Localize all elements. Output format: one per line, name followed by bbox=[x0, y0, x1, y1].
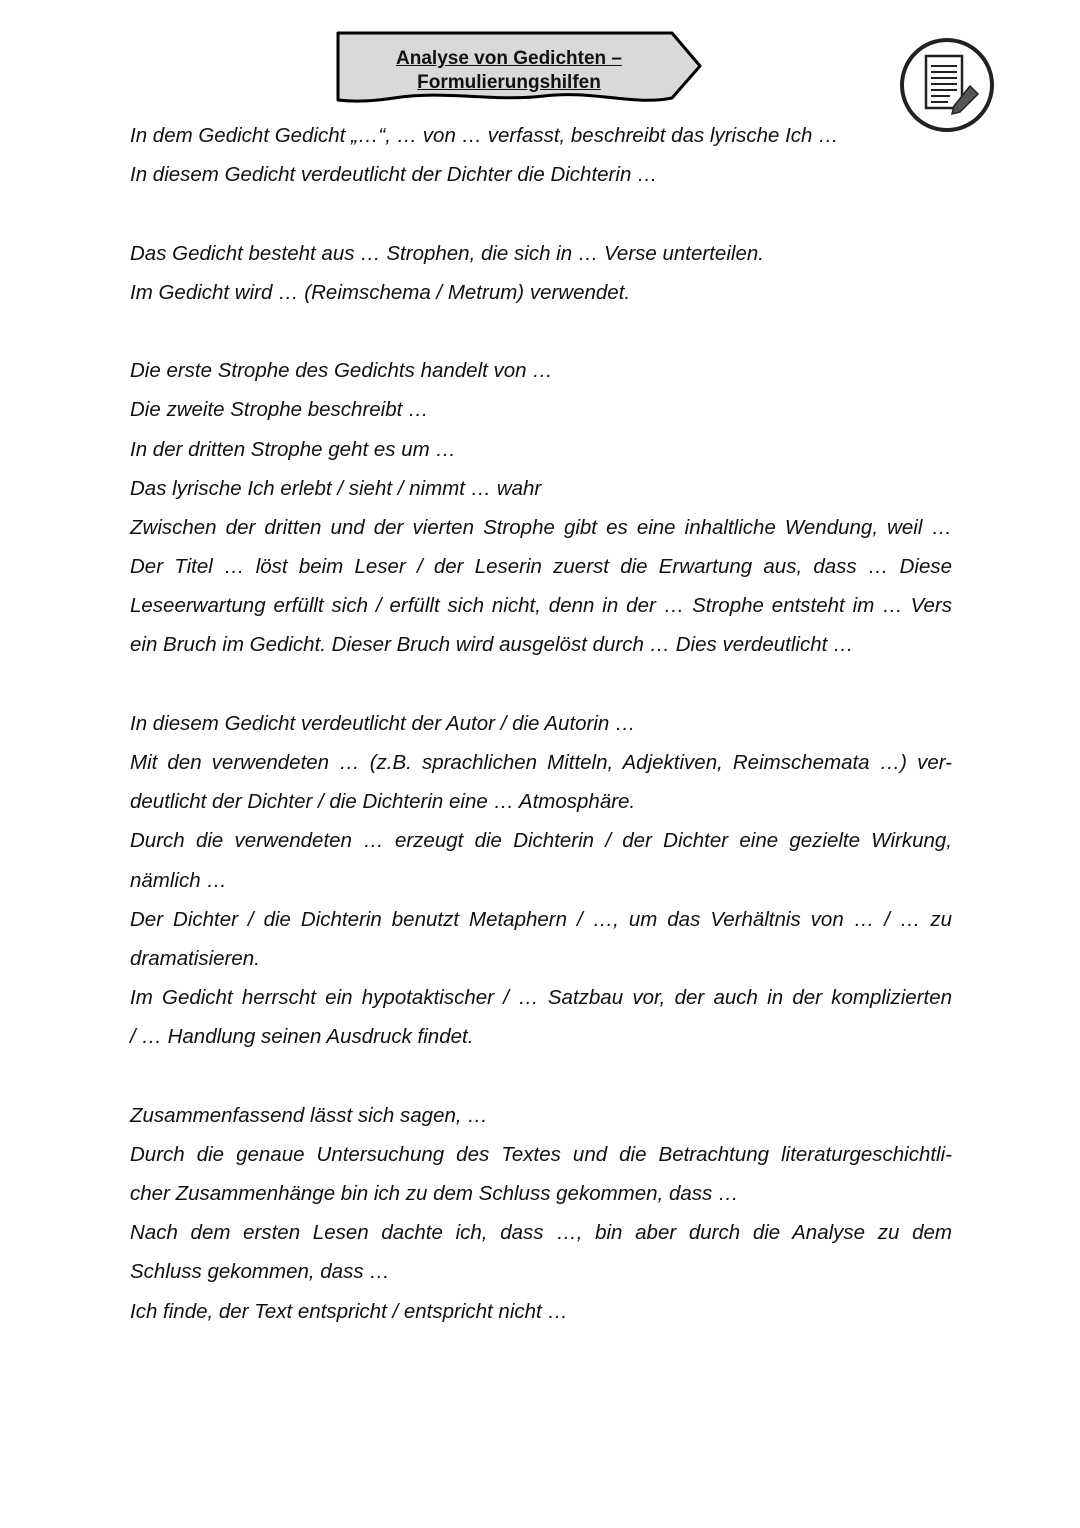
text-line: Durch die genaue Untersuchung des Textes und die Betrachtung literaturgeschichtli- bbox=[130, 1142, 952, 1166]
text-line: dramatisieren. bbox=[130, 946, 260, 970]
text-line: In dem Gedicht Gedicht „…“, … von … verfasst, beschreibt das lyrische Ich … bbox=[130, 124, 839, 147]
text-line: Mit den verwendeten … (z.B. sprachlichen Mitteln, Adjektiven, Reimschemata …) ver- bbox=[130, 751, 952, 774]
text-line: Die erste Strophe des Gedichts handelt von … bbox=[130, 359, 553, 383]
title-line-1: Analyse von Gedichten – bbox=[396, 48, 622, 69]
text-line: Der Dichter / die Dichterin benutzt Metaphern / …, um das Verhältnis von … / … zu bbox=[130, 907, 952, 931]
text-line: Der Titel … löst beim Leser / der Leserin zuerst die Erwartung aus, dass … Diese bbox=[130, 555, 952, 579]
text-line: Durch die verwendeten … erzeugt die Dichterin / der Dichter eine gezielte Wirkung, bbox=[130, 829, 952, 853]
title-banner bbox=[334, 30, 704, 108]
text-line: Leseerwartung erfüllt sich / erfüllt sich nicht, denn in der … Strophe entsteht im … Vers bbox=[130, 594, 952, 618]
text-line: In der dritten Strophe geht es um … bbox=[130, 437, 456, 461]
text-line: Die zweite Strophe beschreibt … bbox=[130, 398, 429, 422]
text-line: In diesem Gedicht verdeutlicht der Dichter die Dichterin … bbox=[130, 163, 658, 187]
text-line: Ich finde, der Text entspricht / entspricht nicht … bbox=[130, 1299, 568, 1323]
page-title bbox=[334, 47, 684, 95]
text-line: cher Zusammenhänge bin ich zu dem Schluss gekommen, dass … bbox=[130, 1182, 739, 1206]
text-line: Im Gedicht wird … (Reimschema / Metrum) verwendet. bbox=[130, 280, 631, 304]
text-line: Im Gedicht herrscht ein hypotaktischer / … Satzbau vor, der auch in der komplizierten bbox=[130, 986, 952, 1010]
title-line-2: Formulierungshilfen bbox=[417, 72, 601, 93]
phrase-list bbox=[130, 116, 952, 1331]
text-line: / … Handlung seinen Ausdruck findet. bbox=[130, 1025, 474, 1049]
text-line: Zusammenfassend lässt sich sagen, … bbox=[130, 1103, 488, 1127]
text-line: Nach dem ersten Lesen dachte ich, dass …, bin aber durch die Analyse zu dem bbox=[130, 1221, 952, 1245]
text-line: Zwischen der dritten und der vierten Strophe gibt es eine inhaltliche Wendung, weil … bbox=[130, 515, 952, 539]
text-line: ein Bruch im Gedicht. Dieser Bruch wird ausgelöst durch … Dies verdeutlicht … bbox=[130, 633, 854, 657]
text-line: Schluss gekommen, dass … bbox=[130, 1260, 390, 1284]
text-line: deutlicht der Dichter / die Dichterin eine … Atmosphäre. bbox=[130, 790, 636, 814]
text-line: In diesem Gedicht verdeutlicht der Autor / die Autorin … bbox=[130, 711, 636, 735]
text-line: nämlich … bbox=[130, 868, 227, 892]
text-line: Das Gedicht besteht aus … Strophen, die sich in … Verse unterteilen. bbox=[130, 241, 764, 265]
text-line: Das lyrische Ich erlebt / sieht / nimmt … wahr bbox=[130, 476, 542, 500]
